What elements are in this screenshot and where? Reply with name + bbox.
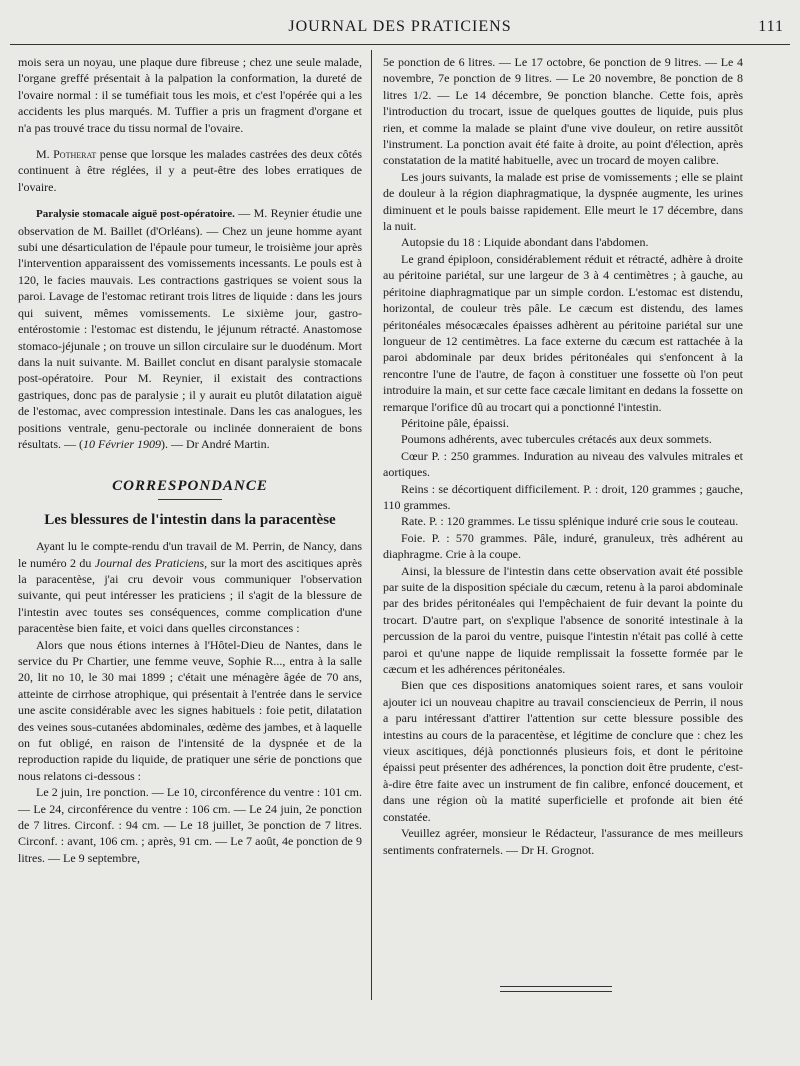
paragraph: Bien que ces dispositions anatomiques soient rares, et sans vouloir ajouter ici un nouveau chapitre au travail consciencieux de Perrin, il nous a paru intéressant d'attirer l'attention sur cette blessure possible des intestins au cours de la paracentèse, et légitime de conclure que : chez les vieux ascitiques, déjà ponctionnés plusieurs fois, et dont le péritoine épaissi peut présenter des adhérences, la ponction doit être prudente, c'est-à-dire être faite avec un instrument de fin calibre, enfoncé doucement, et dans une région où la matité superficielle et profonde ait bien été constatée. — [383, 678, 743, 824]
journal-title: JOURNAL DES PRATICIENS — [288, 18, 512, 35]
paragraph: Cœur P. : 250 grammes. Induration au niveau des valvules mitrales et aortiques. — [383, 448, 743, 480]
paragraph: Péritoine pâle, épaissi. — [401, 415, 509, 430]
author-name: M. Potherat — [36, 147, 97, 162]
paragraph: Autopsie du 18 : Liquide abondant dans l'abdomen. — [401, 235, 649, 250]
paragraph-text: Ayant lu le compte-rendu d'un travail de M. Perrin, de Nancy, dans le numéro 2 du — [18, 539, 362, 570]
section-rule — [158, 499, 222, 500]
page-header — [0, 14, 800, 42]
left-column — [18, 54, 362, 866]
paragraph: Poumons adhérents, avec tubercules crétacés aux deux sommets. — [401, 432, 712, 447]
paragraph-text: — M. Reynier étudie une observation de M. Baillet (d'Orléans). — Chez un jeune homme ayant subi une désarticulation de l'épaule pour tumeur, le troisième jour après l'intervention apparaissent des vomissements incessants. Le pouls est à 120, le facies mauvais. Les contractions gastriques se voient sous la paroi. Lavage de l'estomac retirant trois litres de liquide : dans les jours qui suivent, mêmes vomissements. Le sixième jour, gastro-entérostomie : l'estomac est distendu, le jéjunum rétracté. Anastomose stomaco-jéjunale ; on trouve un sillon circulaire sur le duodénum. Mort dans la nuit suivante. M. Baillet conclut en disant paralysie stomacale post-opératoire. Pour M. Reynier, il existait des contractions gastriques, donc pas de paralysie ; il y aurait eu plutôt dilatation aiguë de l'estomac, avec compression intestinale. Dans les cas analogues, les positions ventrale, genu-pectorale ou inclinée donneraient de bons résultats. — ( — [18, 206, 362, 451]
paragraph: mois sera un noyau, une plaque dure fibreuse ; chez une seule malade, l'organe greffé présentait à la palpation la conformation, la dureté de l'ovaire normal : il se tuméfiait tous les mois, et c'est l'opérée qui a les accidents les plus marqués. M. Tuffier a pris un fragment d'organe et n'a pas trouvé trace du tissu normal de l'ovaire. — [18, 55, 362, 135]
paragraph: Ainsi, la blessure de l'intestin dans cette observation avait été possible par suite de la disposition spéciale du cæcum, retenu à la paroi abdominale par des brides péritonéales qui l'empêchaient de fuir devant la pointe du trocart. D'autre part, on s'explique l'absence de sonorité intestinale à la percussion de la paroi du ventre, puisque l'intestin n'était pas collé à cette paroi et qu'une nappe de liquide remplissait la fossette formée par le cæcum et les adhérences péritonéales. — [383, 563, 743, 677]
paragraph-text: , sur la mort des ascitiques après la paracentèse, j'ai cru devoir vous communiquer l'observation suivante, qui peut intéresser les praticiens ; il s'agit de la blessure de l'intestin avec toutes ses conséquences, comme complication d'une paracentèse bien faite, et voici dans quelles circonstances : — [18, 555, 362, 636]
signature: ). — Dr André Martin. — [160, 436, 270, 451]
paragraph: Le 2 juin, 1re ponction. — Le 10, circonférence du ventre : 101 cm. — Le 24, circonférence du ventre : 106 cm. — Le 24 juin, 2e ponction de 7 litres. Circonf. : 94 cm. — Le 18 juillet, 3e ponction de 7 litres. Circonf. : avant, 106 cm. ; après, 91 cm. — Le 7 août, 4e ponction de 9 litres. — Le 9 septembre, — [18, 785, 362, 865]
column-divider — [371, 50, 372, 1000]
header-rule — [10, 44, 790, 45]
paragraph: Foie. P. : 570 grammes. Pâle, induré, granuleux, très adhérent au diaphragme. Crie à la coupe. — [383, 530, 743, 562]
paragraph: Reins : se décortiquent difficilement. P. : droit, 120 grammes ; gauche, 110 grammes. — [383, 481, 743, 512]
section-title: CORRESPONDANCE — [112, 478, 268, 495]
article-title: Les blessures de l'intestin dans la paracentèse — [44, 511, 336, 528]
journal-name: Journal des Praticiens — [94, 555, 205, 570]
paragraph — [18, 538, 362, 636]
date: 10 Février 1909 — [83, 436, 161, 451]
paragraph: Rate. P. : 120 grammes. Le tissu splénique induré crie sous le couteau. — [401, 514, 739, 529]
paragraph: 5e ponction de 6 litres. — Le 17 octobre, 6e ponction de 9 litres. — Le 4 novembre, 7e ponction de 9 litres. — Le 20 novembre, 8e ponction de 8 litres 1/2. — Le 14 décembre, 9e ponction blanche. Cette fois, après l'introduction du trocart, issue de quelques gouttes de liquide, puis plus rien, et comme la malade se plaint d'une vive douleur, on retire aussitôt l'instrument. La ponction avait été faite à droite, au point d'élection, après constatation de la matité habituelle, avec un trocard de moyen calibre. — [383, 55, 743, 168]
paragraph: Veuillez agréer, monsieur le Rédacteur, l'assurance de mes meilleurs sentiments confraternels. — Dr H. Grognot. — [383, 826, 743, 857]
paragraph: Les jours suivants, la malade est prise de vomissements ; elle se plaint de douleur à la région diaphragmatique, la dyspnée augmente, les urines diminuent et le pouls baisse rapidement. Elle meurt le 17 décembre, dans la nuit. — [383, 169, 743, 234]
paragraph: Alors que nous étions internes à l'Hôtel-Dieu de Nantes, dans le service du Pr Chartier, une femme veuve, Sophie R..., entra à la salle 20, lit no 10, le 30 mai 1899 ; c'était une ménagère âgée de 70 ans, atteinte de cirrhose atrophique, qui présentait à l'entrée dans le service une ascite considérable avec les signes habituels : foie petit, dilatation des veines sous-cutanées abdominales, œdème des jambes, et à laquelle on fut obligé, en raison de l'intensité de la dyspnée et de la reproduction rapide du liquide, de pratiquer une série de ponctions que nous relatons ci-dessous : — [18, 637, 362, 783]
paragraph — [18, 146, 362, 195]
end-rule — [500, 986, 612, 992]
rubric: Paralysie stomacale aiguë post-opératoire. — [36, 208, 235, 221]
paragraph-text: pense que lorsque les malades castrées des deux côtés continuent à être réglées, il y a peut-être des lobes erratiques de l'ovaire. — [18, 147, 362, 194]
right-column — [383, 54, 743, 858]
paragraph — [18, 205, 362, 452]
page-number: 111 — [758, 18, 784, 35]
paragraph: Le grand épiploon, considérablement réduit et rétracté, adhère à droite au péritoine pariétal, sur une largeur de 3 à 4 centimètres ; à gauche, au péritoine diaphragmatique par un simple cordon. L'estomac est distendu, horizontal, de couleur très pâle. Le cæcum est distendu, des lames péritonéales mésocæcales épaisses adhèrent au péritoine pariétal sur une longueur de 12 centimètres. La face externe du cæcum est rattachée à la paroi abdominale par deux brides péritonéales qui s'enfoncent à la rencontre l'une de l'autre, de façon à constituer une fossette où l'on peut introduire la main, et sur cette face cæcale limitant en dedans la fossette on remarque l'orifice dû au trocart qui a ponctionné l'intestin. — [383, 251, 743, 414]
